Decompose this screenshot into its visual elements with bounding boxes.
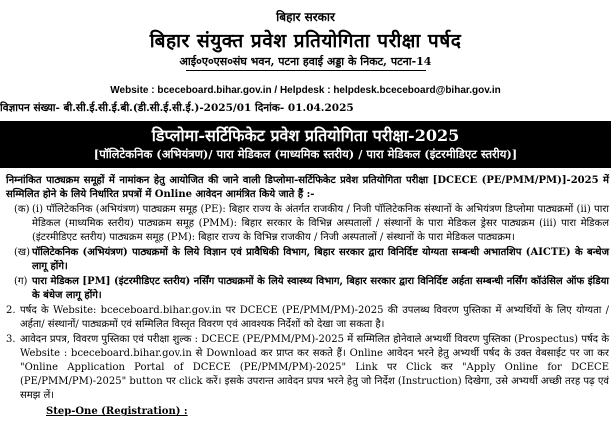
point-2 bbox=[6, 304, 609, 332]
item-label: (ख) bbox=[14, 247, 30, 259]
point-number: 3. bbox=[6, 334, 16, 346]
exam-banner bbox=[0, 121, 611, 168]
government-name: बिहार सरकार bbox=[276, 10, 335, 24]
point-text: पर्षद के Website: bceceboard.bihar.gov.in पर DCECE (PE/PMM/PM)-2025 की उपलब्ध विवरण पुस्तिका में अभ्यर्थियों के लिए योग्यता / अर्हता/ संस्थानों/ पाठ्यक्रमों एवं सम्मिलित विस्तृत विवरण एवं आवश्यक निर्देशों को देखा जा सकता है। bbox=[20, 305, 609, 331]
address-underline bbox=[186, 70, 426, 71]
item-text: पॉलिटेकनिक (अभियंत्रण) पाठ्यक्रमों के लिये विज्ञान एवं प्रावैधिकी विभाग, बिहार सरकार द्वारा विनिर्दिष्ट योग्यता सम्बन्धी अभातशिप (AICTE) के बन्धेज लागू होंगे। bbox=[32, 247, 609, 273]
notice-body bbox=[0, 168, 611, 419]
banner-title: डिप्लोमा-सर्टिफिकेट प्रवेश प्रतियोगिता परीक्षा-2025 bbox=[151, 126, 460, 145]
advertisement-number: विज्ञापन संख्या- बी.सी.ई.सी.ई.बी.(डी.सी.ई.सी.ई.)-2025/01 दिनांक- 01.04.2025 bbox=[0, 102, 354, 114]
intro-paragraph: निम्नांकित पाठ्यक्रम समूहों में नामांकन हेतु आयोजित की जाने वाली डिप्लोमा-सर्टिफिकेट प्रवेश प्रतियोगिता परीक्षा [DCECE (PE/PMM/PM)]-2025 में सम्मिलित होने के लिये निर्धारित प्रपत्रों में Online आवेदन आमंत्रित किये जाते हैं :- bbox=[6, 175, 609, 201]
contact-line: Website : bceceboard.bihar.gov.in / Helpdesk : helpdesk.bceceboard@bihar.gov.in bbox=[110, 85, 501, 96]
item-label: (क) bbox=[14, 204, 30, 216]
course-item-kha bbox=[6, 246, 609, 274]
banner-subtitle: [पॉलिटेकनिक (अभियंत्रण)/ पारा मेडिकल (माध्यमिक स्तरीय) / पारा मेडिकल (इंटरमीडिएट स्तरीय)] bbox=[93, 147, 518, 162]
point-3 bbox=[6, 333, 609, 403]
course-item-ka bbox=[6, 203, 609, 245]
board-name: बिहार संयुक्त प्रवेश प्रतियोगिता परीक्षा पर्षद bbox=[149, 30, 462, 52]
item-label: (ग) bbox=[14, 276, 28, 288]
point-number: 2. bbox=[6, 305, 16, 317]
course-item-ga bbox=[6, 275, 609, 303]
step-one-heading: Step-One (Registration) : bbox=[46, 406, 188, 418]
point-text: आवेदन प्रपत्र, विवरण पुस्तिका एवं परीक्षा शुल्क : DCECE (PE/PMM/PM)-2025 में सम्मिलित होनेवाले अभ्यर्थी विवरण पुस्तिका (Prospectus) पर्षद के Website : bceceboard.bihar.gov.in से Download कर प्राप्त कर सकते हैं। Online आवेदन भरने हेतु अभ्यर्थी पर्षद के उक्त वेबसाईट पर जा कर "Online Application Portal of DCECE (PE/PMM/PM)-2025" Link पर Click कर "Apply Online for DCECE (PE/PMM/PM)-2025" button पर click करें। इसके उपरान्त आवेदन प्रपत्र भरने हेतु जो निर्देश (Instruction) दिखेगा, उसे अभ्यर्थी अच्छी तरह पढ़ एवं समझ लें। bbox=[20, 334, 609, 402]
item-text: (i) पॉलिटेकनिक (अभियंत्रण) पाठ्यक्रम समूह (PE): बिहार राज्य के अंतर्गत राजकीय / निजी पॉलिटेकनिक संस्थानों के अभियंत्रण डिप्लोमा पाठ्यक्रमों (ii) पारा मेडिकल (माध्यमिक स्तरीय) पाठ्यक्रम समूह (PMM): बिहार सरकार के विभिन्न अस्पतालों / संस्थानों के पारा मेडिकल ड्रेसर पाठ्यक्रम (iii) पारा मेडिकल (इंटरमीडिएट स्तरीय) पाठ्यक्रम समूह (PM): बिहार राज्य के विभिन्न राजकीय / निजी अस्पतालों / संस्थानों के पारा मेडिकल पाठ्यक्रम। bbox=[32, 204, 609, 244]
board-address: आई०ए०एस०संघ भवन, पटना हवाई अड्डा के निकट, पटना-14 bbox=[179, 55, 432, 68]
item-text: पारा मेडिकल [PM] (इंटरमीडिएट स्तरीय) नर्सिंग पाठ्यक्रमों के लिये स्वास्थ्य विभाग, बिहार सरकार द्वारा विनिर्दिष्ट अर्हता सम्बन्धी नर्सिंग कॉउंसिल ऑफ इंडिया के बंधेज लागू होंगे। bbox=[32, 276, 609, 302]
